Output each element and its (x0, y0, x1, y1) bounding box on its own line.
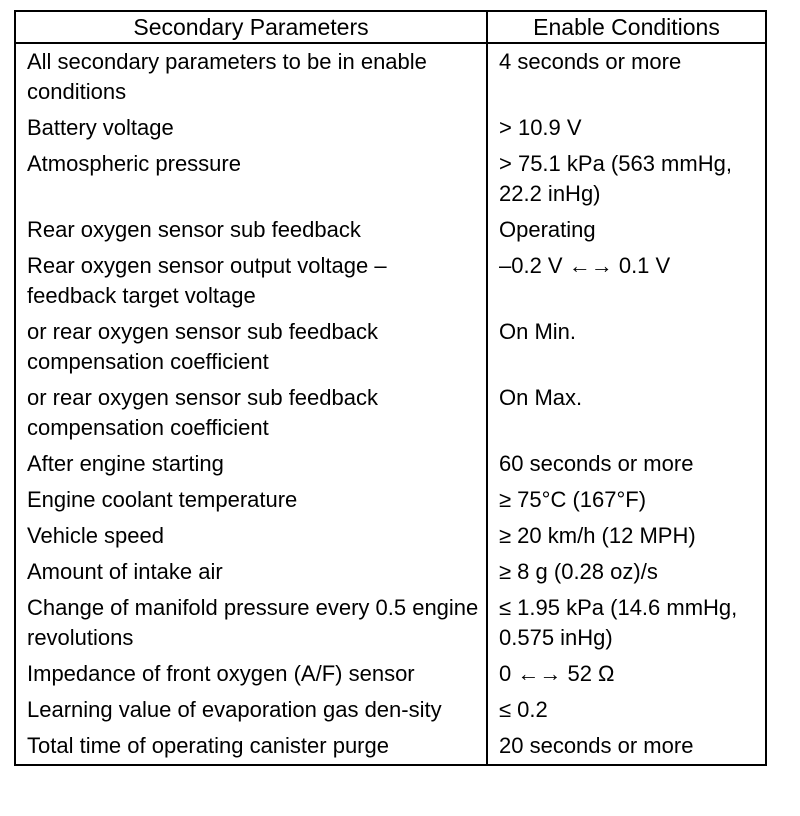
parameter-cell: or rear oxygen sensor sub feedback compensation coefficient (15, 314, 487, 380)
table-row (15, 554, 766, 590)
parameter-cell: Amount of intake air (15, 554, 487, 590)
table-body (15, 43, 766, 765)
table-row (15, 380, 766, 446)
enable-conditions-table (14, 10, 767, 766)
condition-cell: On Max. (499, 385, 583, 410)
table-row (15, 590, 766, 656)
parameter-cell: All secondary parameters to be in enable conditions (15, 43, 487, 110)
condition-cell: –0.2 V ←→ 0.1 V (499, 253, 671, 278)
table-row (15, 314, 766, 380)
table-row (15, 692, 766, 728)
parameter-cell: Change of manifold pressure every 0.5 engine revolutions (15, 590, 487, 656)
parameter-cell: or rear oxygen sensor sub feedback compensation coefficient (15, 380, 487, 446)
condition-cell: ≥ 8 g (0.28 oz)/s (499, 559, 658, 584)
table-row (15, 518, 766, 554)
condition-cell: On Min. (499, 319, 577, 344)
condition-cell: > 75.1 kPa (563 mmHg, 22.2 inHg) (499, 151, 732, 206)
parameter-cell: Vehicle speed (15, 518, 487, 554)
header-enable-conditions: Enable Conditions (487, 11, 766, 43)
table-row (15, 248, 766, 314)
condition-cell: 60 seconds or more (499, 451, 694, 476)
parameter-cell: Atmospheric pressure (15, 146, 487, 212)
table-row (15, 446, 766, 482)
condition-cell: 4 seconds or more (499, 49, 682, 74)
table-row (15, 43, 766, 110)
table-row (15, 212, 766, 248)
parameter-cell: Battery voltage (15, 110, 487, 146)
condition-cell: Operating (499, 217, 596, 242)
condition-cell: 0 ←→ 52 Ω (499, 661, 615, 686)
condition-cell: > 10.9 V (499, 115, 582, 140)
condition-cell: ≤ 1.95 kPa (14.6 mmHg, 0.575 inHg) (499, 595, 738, 650)
header-secondary-parameters: Secondary Parameters (15, 11, 487, 43)
parameter-cell: Engine coolant temperature (15, 482, 487, 518)
condition-cell: ≤ 0.2 (499, 697, 548, 722)
parameter-cell: After engine starting (15, 446, 487, 482)
parameter-cell: Rear oxygen sensor sub feedback (15, 212, 487, 248)
condition-cell: 20 seconds or more (499, 733, 694, 758)
parameter-cell: Learning value of evaporation gas den-sity (15, 692, 487, 728)
table-row (15, 482, 766, 518)
parameter-cell: Impedance of front oxygen (A/F) sensor (15, 656, 487, 692)
parameter-cell: Total time of operating canister purge (15, 728, 487, 765)
table-row (15, 656, 766, 692)
table-row (15, 110, 766, 146)
parameter-cell: Rear oxygen sensor output voltage – feedback target voltage (15, 248, 487, 314)
condition-cell: ≥ 20 km/h (12 MPH) (499, 523, 696, 548)
header-row (15, 11, 766, 43)
condition-cell: ≥ 75°C (167°F) (499, 487, 647, 512)
table-header (15, 11, 766, 43)
table-row (15, 146, 766, 212)
table-row (15, 728, 766, 765)
